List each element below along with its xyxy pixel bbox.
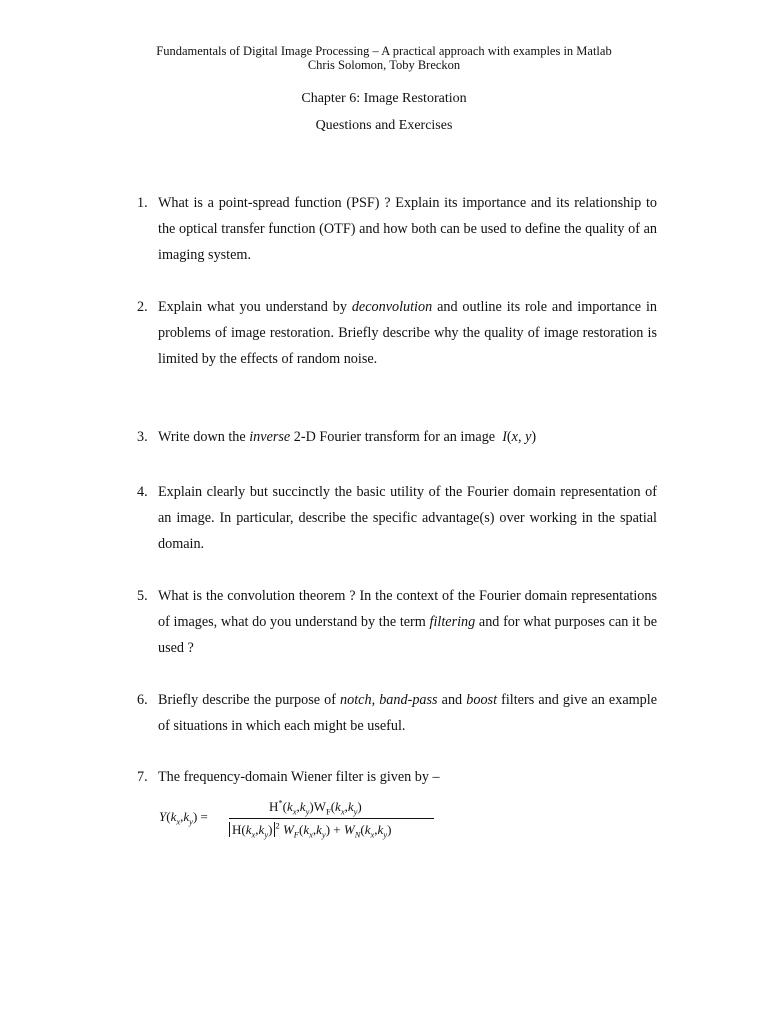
chapter-title: Chapter 6: Image Restoration	[301, 91, 467, 106]
question-number: 3.	[137, 429, 148, 445]
question-text: Explain clearly but succinctly the basic utility of the Fourier domain representation of an image. In particular, describe the specific advantage(s) over working in the spatial domain.	[158, 484, 657, 552]
question-3	[137, 424, 657, 450]
math-expression: I(x, y)	[502, 429, 537, 445]
fraction-bar	[229, 818, 434, 819]
header-book-title: Fundamentals of Digital Image Processing – A practical approach with examples in Matlab	[156, 44, 612, 58]
question-5	[137, 583, 657, 661]
question-number: 1.	[137, 195, 148, 211]
question-number: 6.	[137, 692, 148, 708]
question-text: The frequency-domain Wiener filter is given by –	[158, 769, 440, 785]
question-6	[137, 687, 657, 739]
question-text: Write down the inverse 2-D Fourier transform for an image I(x, y)	[158, 429, 537, 445]
emphasis-term: inverse	[249, 429, 291, 445]
wiener-filter-equation: $Y(k_x,k_y)$ = $H^*(k_x,k_y)W_F(k_x,k_y)$ $H(k_x,k_y)$ $^2$ $W_F(k_x,k_y) + W_N(k_x,k_y)$	[159, 797, 459, 849]
question-text: What is a point-spread function (PSF) ? Explain its importance and its relationship to the optical transfer function (OTF) and how both can be used to define the quality of an imaging system.	[158, 195, 657, 263]
question-text: Explain what you understand by deconvolution and outline its role and importance in problems of image restoration. Briefly describe why the quality of image restoration is limited by the effects of random noise.	[158, 299, 657, 367]
question-text: Briefly describe the purpose of notch, band-pass and boost filters and give an example of situations in which each might be useful.	[158, 692, 657, 734]
emphasis-term: deconvolution	[351, 299, 433, 315]
question-text: What is the convolution theorem ? In the context of the Fourier domain representations of images, what do you understand by the term filtering and for what purposes can it be used ?	[158, 588, 657, 656]
question-1	[137, 190, 657, 268]
question-4	[137, 479, 657, 557]
emphasis-term: boost	[466, 692, 498, 708]
header-authors: Chris Solomon, Toby Breckon	[307, 58, 461, 72]
question-number: 2.	[137, 299, 148, 315]
emphasis-term: filtering	[429, 614, 476, 630]
section-title: Questions and Exercises	[315, 118, 453, 133]
question-number: 5.	[137, 588, 148, 604]
question-number: 7.	[137, 769, 148, 785]
question-2	[137, 294, 657, 372]
question-number: 4.	[137, 484, 148, 500]
emphasis-term: notch, band-pass	[340, 692, 438, 708]
question-7	[137, 764, 657, 790]
